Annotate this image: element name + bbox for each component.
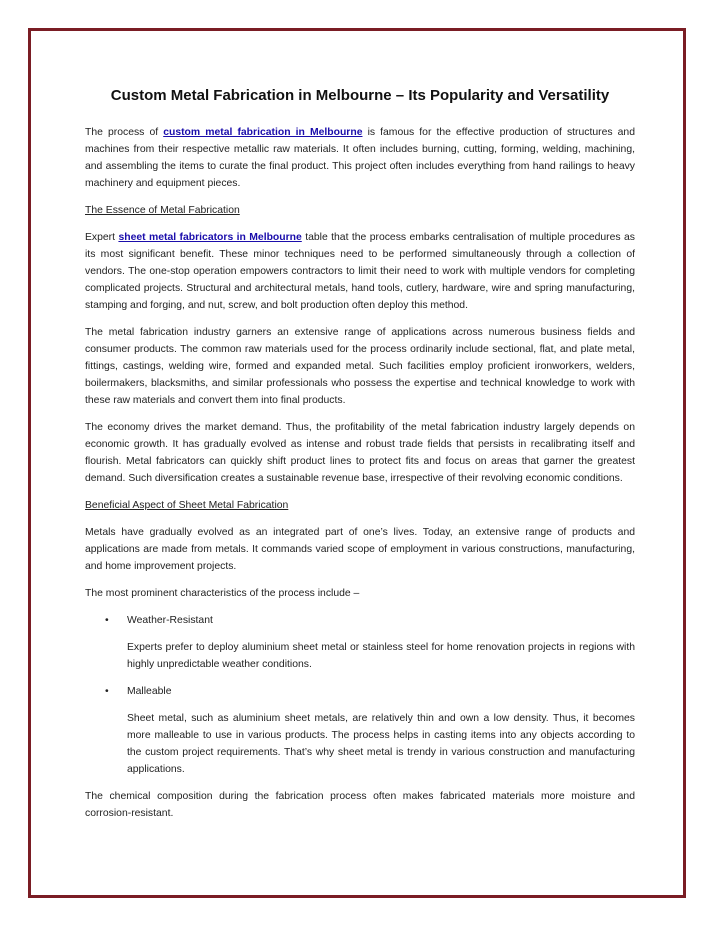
intro-paragraph: The process of custom metal fabrication in Melbourne is famous for the effective production of structures and machines from their respective metallic raw materials. It often includes burning, cutting, forming, welding, machining, and assembling the items to curate the final product. This project often includes everything from hand railings to heavy machinery and equipment pieces. [85,127,635,189]
document-title: Custom Metal Fabrication in Melbourne – Its Popularity and Versatility [110,87,610,104]
bullet-icon: • [105,615,109,626]
bullet-icon: • [105,686,109,697]
section-heading-beneficial: Beneficial Aspect of Sheet Metal Fabrication [85,500,289,511]
bullet-description: Sheet metal, such as aluminium sheet metals, are relatively thin and own a low density. Thus, it becomes more malleable to use in various products. The process helps in casting items into any objects according to the custom project requirements. That’s why sheet metal is trendy in various construction and manufacturing applications. [127,713,635,775]
custom-metal-fabrication-link[interactable]: custom metal fabrication in Melbourne [163,127,363,138]
bullet-label: Malleable [127,686,172,697]
bullet-description: Experts prefer to deploy aluminium sheet metal or stainless steel for home renovation projects in regions with highly unpredictable weather conditions. [127,642,635,670]
paragraph-4: Metals have gradually evolved as an integrated part of one’s lives. Today, an extensive range of products and applications are made from metals. It commands varied scope of employment in various constructions, manufacturing, and home improvement projects. [85,527,635,572]
paragraph-3: The economy drives the market demand. Thus, the profitability of the metal fabrication industry largely depends on economic growth. It has gradually evolved as intense and robust trade fields that persists in recalibrating itself and flourish. Metal fabricators can quickly shift product lines to protect fits and focus on areas that garner the greatest demand. Such diversification creates a sustainable revenue base, irrespective of their revolving economic conditions. [85,422,635,484]
paragraph-5: The most prominent characteristics of the process include – [85,588,360,599]
paragraph-1: Expert sheet metal fabricators in Melbourne table that the process embarks centralisation of multiple procedures as its most significant benefit. These minor techniques need to be performed simultaneously through a collection of vendors. The one-stop operation empowers contractors to limit their need to work with multiple vendors for completing complicated projects. Structural and architectural metals, hand tools, cutlery, hardware, wire and spring manufacturing, stamping and forging, and nut, screw, and bolt production often deploy this method. [85,232,635,311]
bullet-label: Weather-Resistant [127,615,213,626]
paragraph-2: The metal fabrication industry garners an extensive range of applications across numerous business fields and consumer products. The common raw materials used for the process ordinarily include sectional, flat, and plate metal, fittings, castings, welding wire, formed and expanded metal. Such facilities employ proficient ironworkers, welders, boilermakers, blacksmiths, and similar professionals who possess the expertise and technical knowledge to work with these raw materials and convert them into final products. [85,327,635,406]
sheet-metal-fabricators-link[interactable]: sheet metal fabricators in Melbourne [118,232,302,243]
paragraph-6: The chemical composition during the fabrication process often makes fabricated materials more moisture and corrosion-resistant. [85,791,635,819]
bullet-item [85,612,635,629]
bullet-item [85,683,635,700]
document-body [85,86,635,832]
section-heading-essence: The Essence of Metal Fabrication [85,205,240,216]
